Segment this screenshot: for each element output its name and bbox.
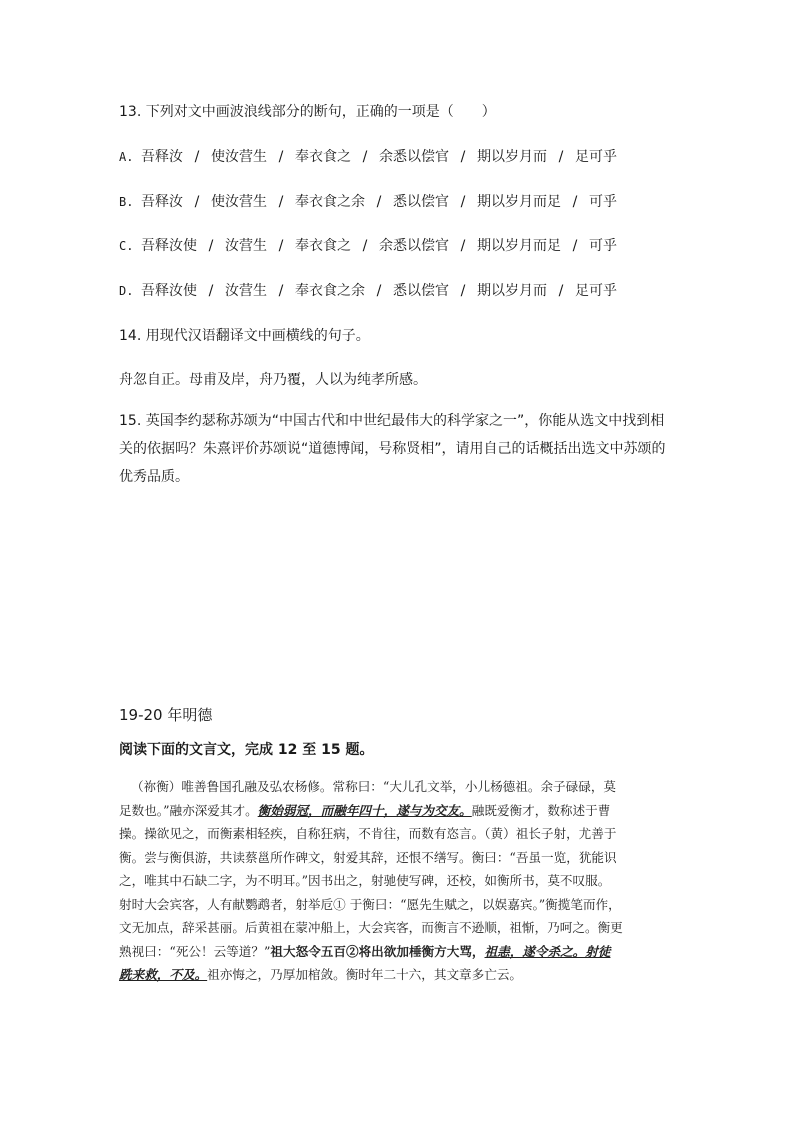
option-segment: 汝营生 bbox=[225, 238, 267, 254]
slash-separator: / bbox=[362, 149, 368, 165]
slash-separator: / bbox=[362, 238, 368, 254]
option-segment: 吾释汝 bbox=[141, 194, 183, 210]
option-segment: 期以岁月而足 bbox=[477, 194, 561, 210]
option-segment: 余悉以偿官 bbox=[379, 149, 449, 165]
option-segment: 奉衣食之 bbox=[295, 238, 351, 254]
q15-line: 关的依据吗？朱熹评价苏颂说“道德博闻，号称贤相”，请用自己的话概括出选文中苏颂的 bbox=[119, 441, 666, 457]
q15-line: 15. 英国李约瑟称苏颂为“中国古代和中世纪最伟大的科学家之一”，你能从选文中找到相 bbox=[119, 413, 665, 429]
option-segment: 悉以偿官 bbox=[393, 283, 449, 299]
text-run: 之，唯其中石缺二字，为不明耳。”因书出之，射驰使写碑，还校，如衡所书，莫不叹服。 bbox=[119, 873, 611, 888]
section-instruction: 阅读下面的文言文，完成 12 至 15 题。 bbox=[119, 742, 374, 758]
slash-separator: / bbox=[194, 194, 200, 210]
q14-stem: 14. 用现代汉语翻译文中画横线的句子。 bbox=[119, 328, 370, 344]
option-segment: 期以岁月而足 bbox=[477, 238, 561, 254]
text-line bbox=[119, 940, 679, 964]
text-run: 衡。尝与衡俱游，共读蔡邕所作碑文，射爱其辞，还恨不缮写。衡曰：“吾虽一览，犹能识 bbox=[119, 849, 617, 865]
q15-question bbox=[119, 407, 679, 491]
q15-line: 优秀品质。 bbox=[119, 469, 189, 485]
option-segment: 使汝营生 bbox=[211, 149, 267, 165]
q13-option-c[interactable] bbox=[119, 236, 617, 256]
text-line bbox=[119, 799, 679, 823]
option-segment: 余悉以偿官 bbox=[379, 238, 449, 254]
option-letter: B. bbox=[119, 195, 134, 209]
punctuation-target: 祖大怒令五百②将出欲加棰衡方大骂 bbox=[270, 943, 472, 959]
underlined-sentence: 跣来救，不及。 bbox=[119, 967, 208, 982]
option-segment: 吾释汝使 bbox=[141, 283, 197, 299]
option-segment: 使汝营生 bbox=[211, 194, 267, 210]
slash-separator: / bbox=[460, 283, 466, 299]
option-segment: 悉以偿官 bbox=[393, 194, 449, 210]
q13-option-a[interactable] bbox=[119, 147, 617, 167]
slash-separator: / bbox=[278, 194, 284, 210]
text-line bbox=[119, 822, 679, 846]
text-line bbox=[119, 893, 679, 917]
text-run: 祖亦悔之，乃厚加棺敛。衡时年二十六，其文章多亡云。 bbox=[207, 967, 522, 982]
slash-separator: / bbox=[278, 238, 284, 254]
q13-stem: 13. 下列对文中画波浪线部分的断句，正确的一项是（ ） bbox=[119, 104, 496, 120]
slash-separator: / bbox=[558, 149, 564, 165]
option-segment: 期以岁月而 bbox=[477, 149, 547, 165]
slash-separator: / bbox=[208, 238, 214, 254]
option-segment: 足可乎 bbox=[575, 149, 617, 165]
option-letter: A. bbox=[119, 150, 134, 164]
q14-sentence: 舟忽自正。母甫及岸，舟乃覆，人以为纯孝所感。 bbox=[119, 372, 427, 388]
option-segment: 吾释汝 bbox=[141, 149, 183, 165]
q13-option-d[interactable] bbox=[119, 281, 617, 301]
text-run: （祢衡）唯善鲁国孔融及弘农杨修。常称曰：“大儿孔文举，小儿杨德祖。余子碌碌，莫 bbox=[131, 779, 617, 794]
text-run: 操。操欲见之，而衡素相轻疾，自称狂病，不肯往，而数有恣言。（黄）祖长子射，尤善于 bbox=[119, 826, 617, 841]
option-letter: D. bbox=[119, 284, 134, 298]
slash-separator: / bbox=[460, 194, 466, 210]
text-line bbox=[119, 846, 679, 870]
text-run: 文无加点，辞采甚丽。后黄祖在蒙冲船上，大会宾客，而衡言不逊顺，祖惭，乃呵之。衡更 bbox=[119, 920, 623, 935]
option-segment: 期以岁月而 bbox=[477, 283, 547, 299]
option-segment: 吾释汝使 bbox=[141, 238, 197, 254]
option-segment: 汝营生 bbox=[225, 283, 267, 299]
slash-separator: / bbox=[460, 238, 466, 254]
underlined-sentence: 祖恚，遂令杀之。射徒 bbox=[484, 943, 611, 959]
option-segment: 可乎 bbox=[589, 194, 617, 210]
slash-separator: / bbox=[278, 149, 284, 165]
slash-separator: / bbox=[194, 149, 200, 165]
text-run: 足数也。”融亦深爱其才。 bbox=[119, 802, 258, 818]
slash-separator: / bbox=[572, 194, 578, 210]
slash-separator: / bbox=[376, 283, 382, 299]
q13-option-b[interactable] bbox=[119, 192, 617, 212]
text-line bbox=[119, 869, 679, 893]
section-year-title: 19-20 年明德 bbox=[119, 706, 213, 724]
text-run: 熟视曰：“死公！云等道？” bbox=[119, 943, 271, 959]
slash-separator: / bbox=[208, 283, 214, 299]
text-line bbox=[119, 916, 679, 940]
slash-separator: / bbox=[572, 238, 578, 254]
slash-separator: / bbox=[376, 194, 382, 210]
text-line bbox=[119, 963, 679, 987]
slash-separator: / bbox=[278, 283, 284, 299]
option-segment: 奉衣食之余 bbox=[295, 283, 365, 299]
classical-text bbox=[119, 775, 679, 987]
punctuation-target: ， bbox=[471, 943, 485, 959]
slash-separator: / bbox=[558, 283, 564, 299]
text-run: 融既爱衡才，数称述于曹 bbox=[471, 802, 611, 818]
option-segment: 奉衣食之余 bbox=[295, 194, 365, 210]
text-line bbox=[119, 775, 679, 799]
option-segment: 可乎 bbox=[589, 238, 617, 254]
option-segment: 足可乎 bbox=[575, 283, 617, 299]
option-letter: C. bbox=[119, 239, 134, 253]
option-segment: 奉衣食之 bbox=[295, 149, 351, 165]
underlined-sentence: 衡始弱冠，而融年四十，遂与为交友。 bbox=[257, 802, 472, 818]
slash-separator: / bbox=[460, 149, 466, 165]
text-run: 射时大会宾客，人有献鹦鹉者，射举卮① 于衡曰：“愿先生赋之，以娱嘉宾。”衡揽笔而作， bbox=[119, 896, 621, 912]
